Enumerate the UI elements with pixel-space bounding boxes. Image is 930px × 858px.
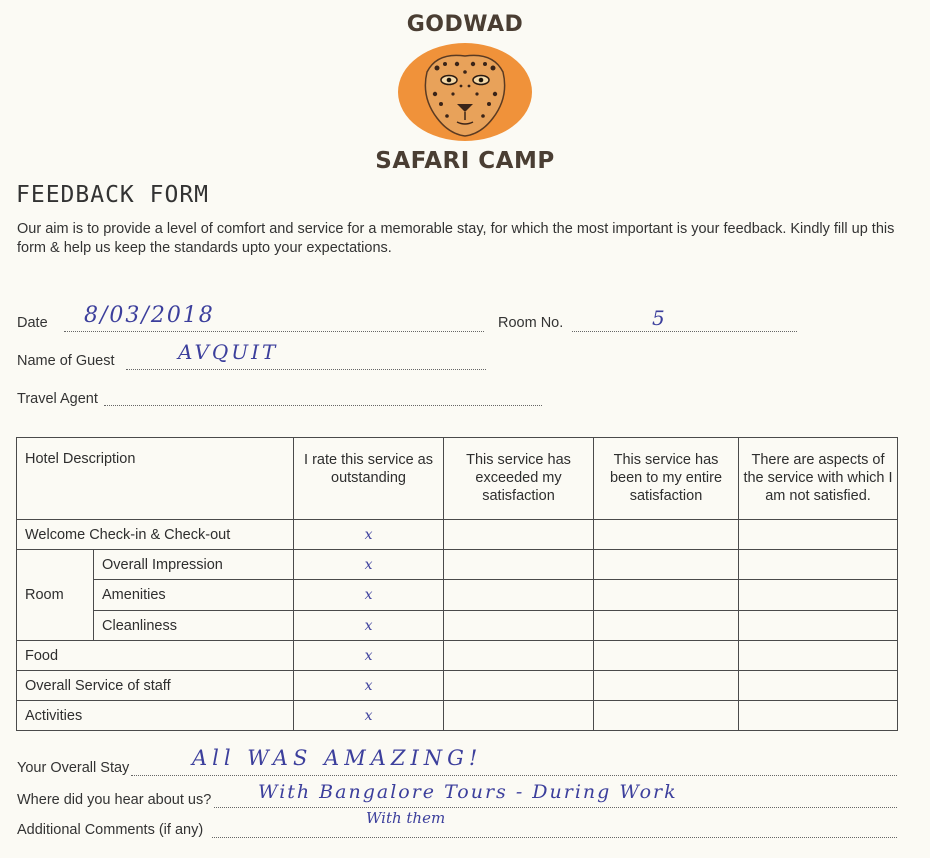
rating-mark: x	[364, 677, 373, 694]
row-label: Activities	[17, 701, 294, 731]
rating-cell	[444, 580, 594, 611]
rating-mark: x	[364, 707, 373, 724]
rating-mark: x	[364, 587, 373, 603]
guest-line	[126, 369, 486, 370]
rating-cell	[594, 641, 739, 671]
table-row	[17, 550, 898, 580]
rating-cell	[739, 671, 898, 701]
overall-stay-value: All WAS AMAZING!	[192, 746, 483, 770]
rating-cell	[444, 671, 594, 701]
header-hotel-description: Hotel Description	[17, 438, 294, 520]
header-exceeded: This service has exceeded my satisfaction	[444, 438, 594, 520]
brand-name-top: GODWAD	[406, 12, 524, 37]
rating-cell	[444, 520, 594, 550]
rating-cell	[739, 641, 898, 671]
rating-cell	[739, 701, 898, 731]
rating-mark: x	[364, 617, 373, 634]
rating-cell	[739, 611, 898, 641]
rating-mark: x	[364, 647, 373, 664]
date-label: Date	[17, 315, 48, 331]
room-group-label: Room	[17, 550, 94, 641]
table-row	[17, 611, 898, 641]
brand-name-bottom: SAFARI CAMP	[375, 148, 555, 174]
table-row	[17, 701, 898, 731]
rating-cell	[739, 520, 898, 550]
rating-mark: x	[364, 526, 373, 543]
rating-cell	[594, 550, 739, 580]
room-label: Room No.	[498, 315, 564, 331]
rating-cell	[594, 611, 739, 641]
rating-cell	[594, 701, 739, 731]
rating-cell	[594, 520, 739, 550]
additional-comments-label: Additional Comments (if any)	[17, 822, 204, 838]
table-header-row	[17, 438, 898, 520]
rating-mark: x	[364, 556, 373, 573]
guest-label: Name of Guest	[17, 353, 115, 369]
travel-agent-line	[104, 405, 542, 406]
row-label: Overall Impression	[94, 550, 294, 580]
table-row	[17, 580, 898, 611]
date-value: 8/03/2018	[84, 303, 215, 328]
row-label: Welcome Check-in & Check-out	[17, 520, 294, 550]
additional-comments-line	[212, 837, 897, 838]
room-value: 5	[652, 306, 665, 330]
travel-agent-label: Travel Agent	[17, 391, 98, 407]
header-entire-satisfaction: This service has been to my entire satisfaction	[594, 438, 739, 520]
referral-source-label: Where did you hear about us?	[17, 792, 212, 808]
rating-cell	[444, 701, 594, 731]
form-title: FEEDBACK FORM	[16, 182, 210, 208]
rating-cell	[594, 580, 739, 611]
row-label: Food	[17, 641, 294, 671]
rating-cell	[739, 550, 898, 580]
rating-cell	[594, 671, 739, 701]
table-row	[17, 641, 898, 671]
rating-table	[16, 437, 898, 731]
guest-value: AVQUIT	[178, 340, 279, 364]
referral-source-value: With Bangalore Tours - During Work	[258, 781, 678, 803]
rating-cell	[444, 550, 594, 580]
table-row	[17, 671, 898, 701]
rating-cell	[444, 611, 594, 641]
header-outstanding: I rate this service as outstanding	[294, 438, 444, 520]
referral-source-line	[214, 807, 897, 808]
row-label: Cleanliness	[94, 611, 294, 641]
rating-cell	[444, 641, 594, 671]
row-label: Overall Service of staff	[17, 671, 294, 701]
rating-cell	[739, 580, 898, 611]
overall-stay-line	[131, 775, 897, 776]
additional-comments-value: With them	[366, 809, 446, 827]
table-row	[17, 520, 898, 550]
header-not-satisfied: There are aspects of the service with which I am not satisfied.	[739, 438, 898, 520]
room-line	[572, 331, 797, 332]
leopard-logo	[397, 42, 533, 142]
date-line	[64, 331, 484, 332]
form-intro: Our aim is to provide a level of comfort and service for a memorable stay, for which the most important is your feedback. Kindly fill up this form & help us keep the standards upto your expectations.	[17, 221, 895, 256]
row-label: Amenities	[94, 580, 294, 611]
overall-stay-label: Your Overall Stay	[17, 760, 130, 776]
